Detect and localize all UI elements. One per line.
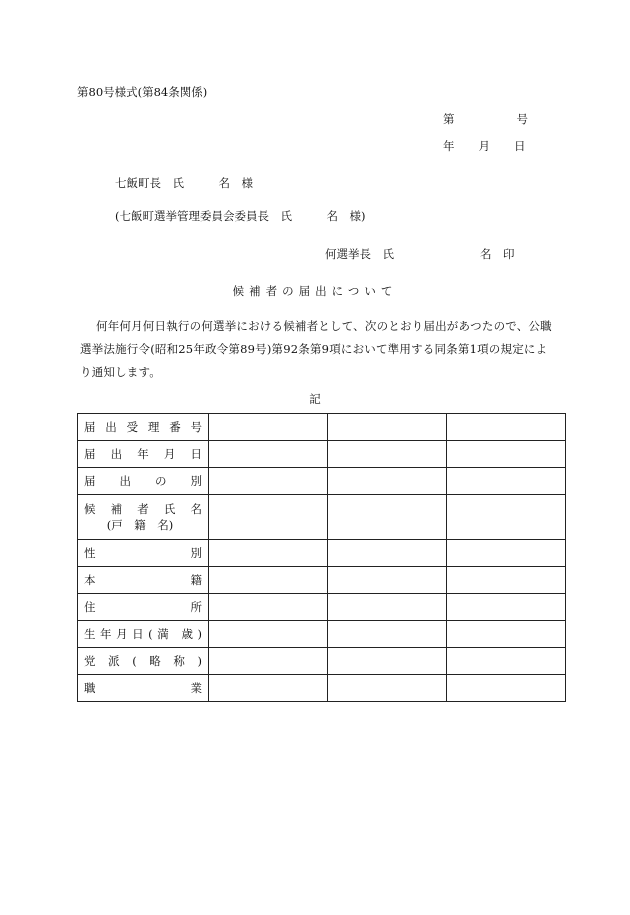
entry-cell[interactable]	[447, 414, 566, 441]
date-year: 年	[443, 139, 455, 153]
entry-cell[interactable]	[328, 540, 447, 567]
entry-cell[interactable]	[447, 567, 566, 594]
entry-cell[interactable]	[447, 540, 566, 567]
table-row	[78, 441, 566, 468]
entry-cell[interactable]	[328, 468, 447, 495]
entry-cell[interactable]	[447, 495, 566, 540]
table-row	[78, 675, 566, 702]
row-label-cell	[78, 540, 209, 567]
row-label: 本籍	[84, 573, 202, 587]
entry-cell[interactable]	[328, 414, 447, 441]
entry-cell[interactable]	[209, 441, 328, 468]
entry-cell[interactable]	[328, 621, 447, 648]
document-number-line	[443, 111, 528, 127]
row-label-cell	[78, 648, 209, 675]
entry-cell[interactable]	[328, 495, 447, 540]
row-label: 届出受理番号	[84, 420, 202, 434]
table-row	[78, 594, 566, 621]
entry-cell[interactable]	[209, 621, 328, 648]
entry-cell[interactable]	[328, 441, 447, 468]
row-label-cell	[78, 441, 209, 468]
date-day: 日	[514, 139, 526, 153]
ki-marker: 記	[309, 392, 321, 406]
entry-cell[interactable]	[209, 594, 328, 621]
entry-cell[interactable]	[447, 675, 566, 702]
entry-cell[interactable]	[209, 648, 328, 675]
entry-cell[interactable]	[209, 468, 328, 495]
entry-cell[interactable]	[328, 675, 447, 702]
entry-cell[interactable]	[209, 540, 328, 567]
entry-cell[interactable]	[328, 594, 447, 621]
candidate-table	[77, 413, 566, 702]
document-heading: 候補者の届出について	[232, 284, 398, 298]
sender-title: 何選挙長 氏	[325, 247, 394, 261]
entry-cell[interactable]	[447, 468, 566, 495]
row-label-cell	[78, 567, 209, 594]
addressee-committee-chair: (七飯町選挙管理委員会委員長 氏 名 様)	[115, 209, 366, 223]
entry-cell[interactable]	[209, 414, 328, 441]
table-row	[78, 495, 566, 540]
row-label: 党派(略称)	[84, 654, 202, 668]
form-title: 第80号様式(第84条関係)	[77, 85, 208, 99]
date-line	[443, 138, 526, 154]
row-label-cell	[78, 675, 209, 702]
row-label-sub: (戸 籍 名)	[106, 518, 174, 532]
table-row	[78, 648, 566, 675]
row-label: 職業	[84, 681, 202, 695]
date-month: 月	[478, 139, 490, 153]
sender-line	[325, 246, 515, 262]
entry-cell[interactable]	[447, 621, 566, 648]
row-label-cell	[78, 495, 209, 540]
row-label: 届出年月日	[84, 447, 202, 461]
row-label-cell	[78, 468, 209, 495]
table-row	[78, 540, 566, 567]
table-row	[78, 567, 566, 594]
row-label: 住所	[84, 600, 202, 614]
row-label: 届出の別	[84, 474, 202, 488]
entry-cell[interactable]	[209, 567, 328, 594]
table-row	[78, 414, 566, 441]
row-label: 候補者氏名	[84, 502, 202, 516]
row-label-cell	[78, 414, 209, 441]
body-paragraph: 何年何月何日執行の何選挙における候補者として、次のとおり届出があつたので、公職選挙法施行令(昭和25年政令第89号)第92条第9項において準用する同条第1項の規定により通知します。	[80, 319, 552, 379]
row-label-cell	[78, 594, 209, 621]
addressee-mayor: 七飯町長 氏 名 様	[115, 176, 253, 190]
entry-cell[interactable]	[209, 675, 328, 702]
entry-cell[interactable]	[447, 441, 566, 468]
table-row	[78, 468, 566, 495]
row-label-cell	[78, 621, 209, 648]
entry-cell[interactable]	[328, 648, 447, 675]
entry-cell[interactable]	[209, 495, 328, 540]
entry-cell[interactable]	[447, 594, 566, 621]
number-suffix: 号	[516, 112, 528, 126]
row-label: 生年月日(満 歳)	[84, 627, 202, 641]
row-label: 性別	[84, 546, 202, 560]
table-row	[78, 621, 566, 648]
entry-cell[interactable]	[328, 567, 447, 594]
number-prefix: 第	[443, 112, 455, 126]
entry-cell[interactable]	[447, 648, 566, 675]
sender-name-seal: 名 印	[480, 247, 515, 261]
